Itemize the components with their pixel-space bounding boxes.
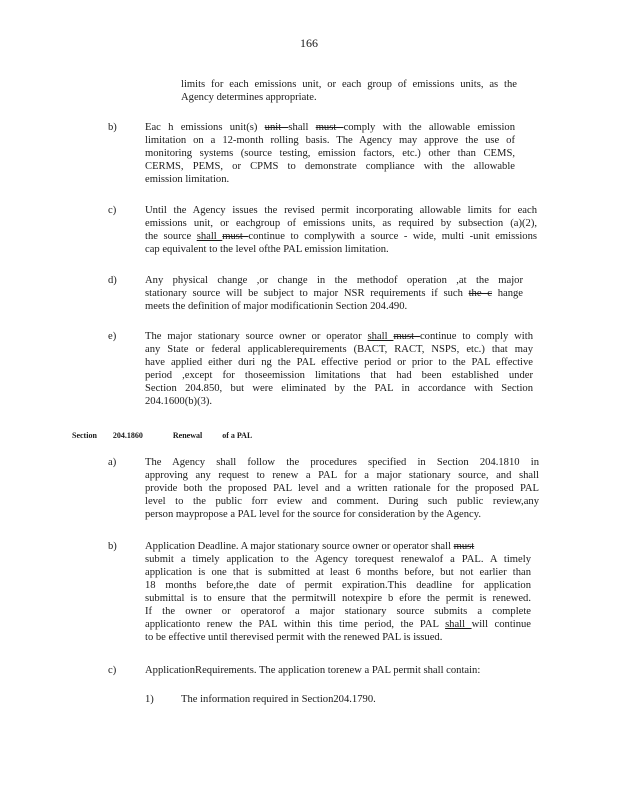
paragraph-renewal-b: [145, 540, 531, 644]
text-line: submit a timely application to the Agency torequest renewalof a PAL. A timely: [145, 554, 531, 565]
paragraph-renewal-c: [145, 664, 525, 677]
text-line: level to the public forr eview and comment. During such public review,any: [145, 496, 539, 507]
page-number: 166: [300, 36, 318, 50]
paragraph-c: [145, 204, 537, 256]
text-line: Application Deadline. A major stationary source owner or operator shall must: [145, 541, 475, 552]
subitem-paragraph: [181, 693, 441, 706]
text-line: limits for each emissions unit, or each group of emissions units, as the: [181, 79, 517, 90]
text-line: period ,except for thoseemission limitations that had been established under: [145, 370, 533, 381]
text-line: emissions unit, or eachgroup of emissions units, as required by subsection (a)(2),: [145, 218, 537, 229]
intro-paragraph: [181, 78, 517, 104]
section-title-rest: of a PAL: [222, 431, 253, 440]
paragraph-b: [145, 121, 515, 186]
deleted-text: must: [453, 541, 475, 552]
deleted-text: must: [393, 331, 420, 342]
text-line: limitation on a 12-month rolling basis. The Agency may approve the use of: [145, 135, 515, 146]
item-label: c): [108, 665, 117, 676]
text-line: Any physical change ,or change in the methodof operation ,at the major: [145, 275, 523, 286]
text-line: Eac h emissions unit(s) unit shall must comply with the allowable emission: [145, 122, 515, 133]
item-label: d): [108, 275, 117, 286]
text-line: Agency determines appropriate.: [181, 92, 317, 103]
item-label: c): [108, 205, 117, 216]
text-line: cap equivalent to the level ofthe PAL emission limitation.: [145, 244, 389, 255]
text-line: 204.1600(b)(3).: [145, 396, 213, 407]
item-label: a): [108, 457, 117, 468]
item-label: b): [108, 541, 117, 552]
inserted-text: shall: [367, 331, 394, 342]
text-line: monitoring systems (source testing, emission factors, etc.) other than CEMS,: [145, 148, 515, 159]
text-line: to be effective until therevised permit with the renewed PAL is issued.: [145, 632, 443, 643]
deleted-text: must: [315, 122, 344, 133]
paragraph-d: [145, 274, 523, 313]
text-line: If the owner or operatorof a major stationary source submits a complete: [145, 606, 531, 617]
item-label: e): [108, 331, 117, 342]
text-line: the source shall must continue to complywith a source - wide, multi -unit emissions: [145, 231, 537, 242]
text-line: Until the Agency issues the revised permit incorporating allowable limits for each: [145, 205, 537, 216]
text-line: emission limitation.: [145, 174, 230, 185]
section-word: Section: [72, 431, 97, 440]
text-line: stationary source will be subject to major NSR requirements if such the c hange: [145, 288, 524, 299]
deleted-text: unit: [264, 122, 289, 133]
deleted-text: the c: [468, 288, 492, 299]
text-line: ApplicationRequirements. The application torenew a PAL permit shall contain:: [145, 665, 481, 676]
inserted-text: shall: [445, 619, 472, 630]
text-line: CERMS, PEMS, or CPMS to demonstrate compliance with the allowable: [145, 161, 515, 172]
inserted-text: shall: [196, 231, 223, 242]
text-line: approving any request to renew a PAL for a major stationary source, and shall: [145, 470, 539, 481]
text-line: application is one that is submitted at least 6 months before, but not earlier than: [145, 567, 531, 578]
text-line: 18 months before,the date of permit expiration.This deadline for application: [145, 580, 531, 591]
text-line: person maypropose a PAL level for the source for consideration by the Agency.: [145, 509, 481, 520]
section-heading: [72, 429, 252, 442]
text-line: applicationto renew the PAL within this time period, the PAL shall will continue: [145, 619, 531, 630]
text-line: have applied either duri ng the PAL effective period or prior to the PAL effective: [145, 357, 533, 368]
section-number: 204.1860: [112, 431, 143, 440]
text-line: any State or federal applicablerequirements (BACT, RACT, NSPS, etc.) that may: [145, 344, 533, 355]
text-line: Section 204.850, but were eliminated by the PAL in accordance with Section: [145, 383, 533, 394]
deleted-text: must: [222, 231, 249, 242]
section-title: Renewal: [172, 431, 203, 440]
text-line: The major stationary source owner or operator shall must continue to comply with: [145, 331, 533, 342]
text-line: The information required in Section204.1790.: [181, 694, 376, 705]
paragraph-renewal-a: [145, 456, 539, 521]
text-line: submittal is to ensure that the permitwill notexpire b efore the permit is renewed.: [145, 593, 531, 604]
text-line: provide both the proposed PAL level and a written rationale for the proposed PAL: [145, 483, 539, 494]
paragraph-e: [145, 330, 533, 408]
text-line: meets the definition of major modificationin Section 204.490.: [145, 301, 408, 312]
text-line: The Agency shall follow the procedures specified in Section 204.1810 in: [145, 457, 539, 468]
item-label: b): [108, 122, 117, 133]
subitem-label: 1): [145, 694, 154, 705]
